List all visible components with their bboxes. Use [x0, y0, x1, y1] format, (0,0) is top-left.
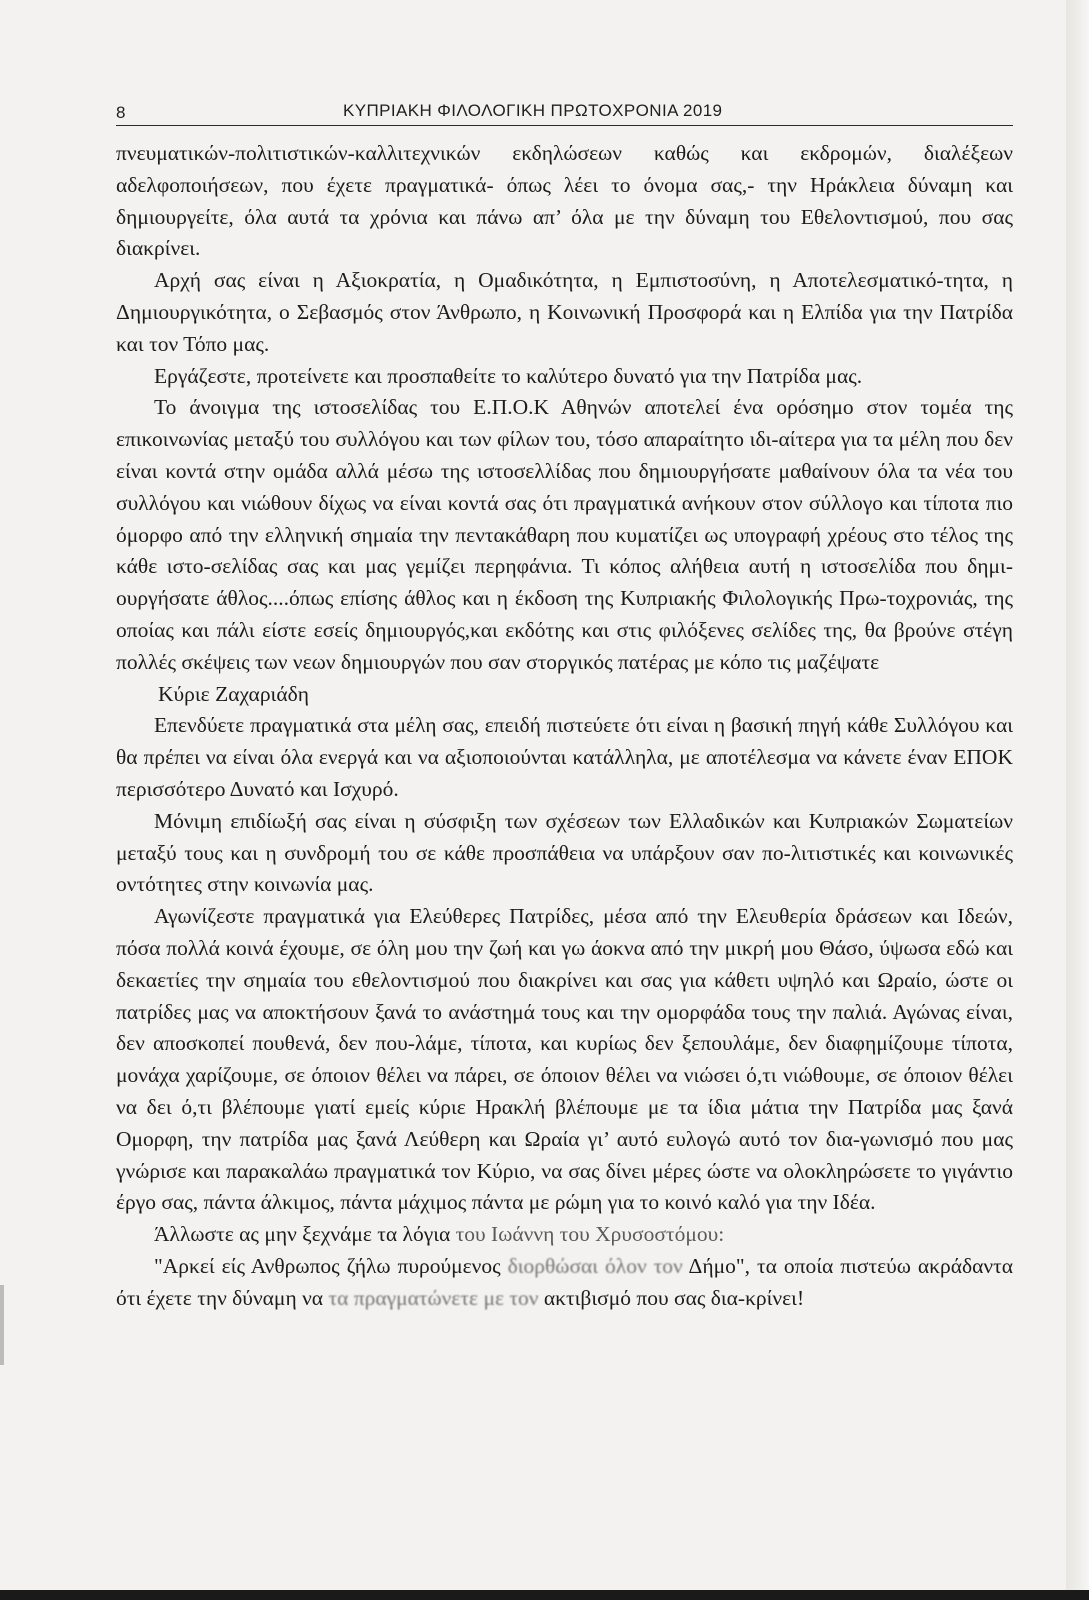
paragraph-8-start: Άλλωστε ας μην ξεχνάμε τα λόγια: [154, 1222, 456, 1247]
paragraph-6: Μόνιμη επιδίωξή σας είναι η σύσφιξη των σχέσεων των Ελλαδικών και Κυπριακών Σωματείων μεταξύ τους και η συνδρομή του σε κάθε προσπάθεια να υπάρξουν σαν πο-λιτιστικές και κοινωνικές οντότητες στην κοινωνία μας.: [116, 808, 1013, 897]
paragraph-7: Αγωνίζεστε πραγματικά για Ελεύθερες Πατρίδες, μέσα από την Ελευθερία δράσεων και Ιδεών, πόσα πολλά κοινά έχουμε, σε όλη μου την ζωή και γω άοκνα από την μικρή μου Θάσο, ύψωσα εδώ και δεκαετίες την σημαία του εθελοντισμού που διακρίνει και σας για κάθετι υψηλό και Ωραίο, ώστε οι πατρίδες μας να αποκτήσουν ξανά το ανάστημά τους και την ομορφάδα τους την παλιά. Αγώνας είναι, δεν αποσκοπεί πουθενά, δεν που-λάμε, τίποτα, και κυρίως δεν ξεπουλάμε, δεν διαφημίζουμε τίποτα, μονάχα χαρίζουμε, σε όποιον θέλει να πάρει, σε όποιον θέλει να νιώσει ό,τι νιώθουμε, σε όποιον θέλει να δει ό,τι βλέπουμε γιατί εμείς κύριε Ηρακλή βλέπουμε με τα ίδια μάτια την Πατρίδα μας ξανά Ομορφη, την πατρίδα μας ξανά Λεύθερη και Ωραία γι’ αυτό ευλογώ αυτό τον δια-γωνισμό που μας γνώρισε και παρακαλάω πραγματικά τον Κύριο, να σας δίνει μέρες ώστε να ολοκληρώσετε το γιγάντιο έργο σας, πάντα άλκιμος, πάντα μάχιμος πάντα με ρώμη για το κοινό καλό για την Ιδέα.: [116, 904, 1013, 1215]
quote-end: ακτιβισμό που σας δια-κρίνει!: [538, 1285, 805, 1310]
salutation: Κύριε Ζαχαριάδη: [158, 681, 309, 706]
quote-blurred-2: τα πραγματώνετε με τον: [328, 1285, 539, 1310]
running-head: [116, 101, 1013, 126]
scan-edge-mark: [0, 1285, 4, 1365]
paragraph-5: Επενδύετε πραγματικά στα μέλη σας, επειδή πιστεύετε ότι είναι η βασική πηγή κάθε Συλλόγου και θα πρέπει να είναι όλα ενεργά και να αξιοποιούνται κατάλληλα, με αποτέλεσμα να κάνετε έναν ΕΠΟΚ περισσότερο Δυνατό και Ισχυρό.: [116, 713, 1013, 801]
page-number: 8: [116, 103, 126, 122]
paragraph-2: Αρχή σας είναι η Αξιοκρατία, η Ομαδικότητα, η Εμπιστοσύνη, η Αποτελεσματικό-τητα, η Δημιουργικότητα, ο Σεβασμός στον Άνθρωπο, η Κοινωνική Προσφορά και η Ελπίδα για την Πατρίδα και τον Τόπο μας.: [116, 268, 1013, 356]
scan-right-margin: [1066, 0, 1089, 1600]
scan-bottom-edge: [0, 1590, 1089, 1600]
paragraph-1: πνευματικών-πολιτιστικών-καλλιτεχνικών εκδηλώσεων καθώς και εκδρομών, διαλέξεων αδελφοποιήσεων, που έχετε πραγματικά- όπως λέει το όνομα σας,- την Ηράκλεια δύναμη και δημιουργείτε, όλα αυτά τα χρόνια και πάνω απ’ όλα με την δύναμη του Εθελοντισμού, που σας διακρίνει.: [116, 141, 1013, 261]
journal-title: ΚΥΠΡΙΑΚΗ ΦΙΛΟΛΟΓΙΚΗ ΠΡΩΤΟΧΡΟΝΙΑ 2019: [343, 101, 723, 120]
quote-paragraph: [116, 1251, 1013, 1315]
paragraph-4: Το άνοιγμα της ιστοσελίδας του Ε.Π.Ο.Κ Αθηνών αποτελεί ένα ορόσημο στον τομέα της επικοινωνίας μεταξύ του συλλόγου και των φίλων του, τόσο απαραίτητο ιδι-αίτερα για τα μέλη που δεν είναι κοντά στην ομάδα αλλά μέσω της ιστοσελλίδας που δημιουργήσατε μαθαίνουν όλα τα νέα του συλλόγου και νιώθουν δίχως να είναι κοντά σας ότι πραγματικά ανήκουν στον σύλλογο και τίποτα πιο όμορφο από την ελληνική σημαία την πεντακάθαρη που κυματίζει ως υπογραφή χρέους στο τέλος της κάθε ιστο-σελίδας σας και μας γεμίζει περηφάνια. Τι κόπος αλήθεια αυτή η ιστοσελίδα που δημι-ουργήσατε άθλος....όπως επίσης άθλος και η έκδοση της Κυπριακής Φιλολογικής Πρω-τοχρονιάς, της οποίας και πάλι είστε εσείς δημιουργός,και εκδότης και στις φιλόξενες σελίδες της, θα βρούνε στέγη πολλές σκέψεις των νεων δημιουργών που σαν στοργικός πατέρας με κόπο τις μαζέψατε: [116, 395, 1013, 674]
paragraph-8: [116, 1219, 1013, 1251]
quote-middle: Δήμο", τα οποία πιστεύω ακράδαντα ότι έχετε την δύναμη να: [116, 1253, 1013, 1310]
quote-start: "Αρκεί είς Ανθρωπος ζήλω πυρούμενος: [154, 1253, 508, 1278]
paragraph-3: Εργάζεστε, προτείνετε και προσπαθείτε το καλύτερο δυνατό για την Πατρίδα μας.: [154, 363, 863, 388]
quote-blurred-1: διορθώσαι όλον τον: [507, 1253, 683, 1278]
article-body: [116, 138, 1013, 1314]
paragraph-8-faded: του Ιωάννη του Χρυσοστόμου:: [455, 1222, 725, 1247]
